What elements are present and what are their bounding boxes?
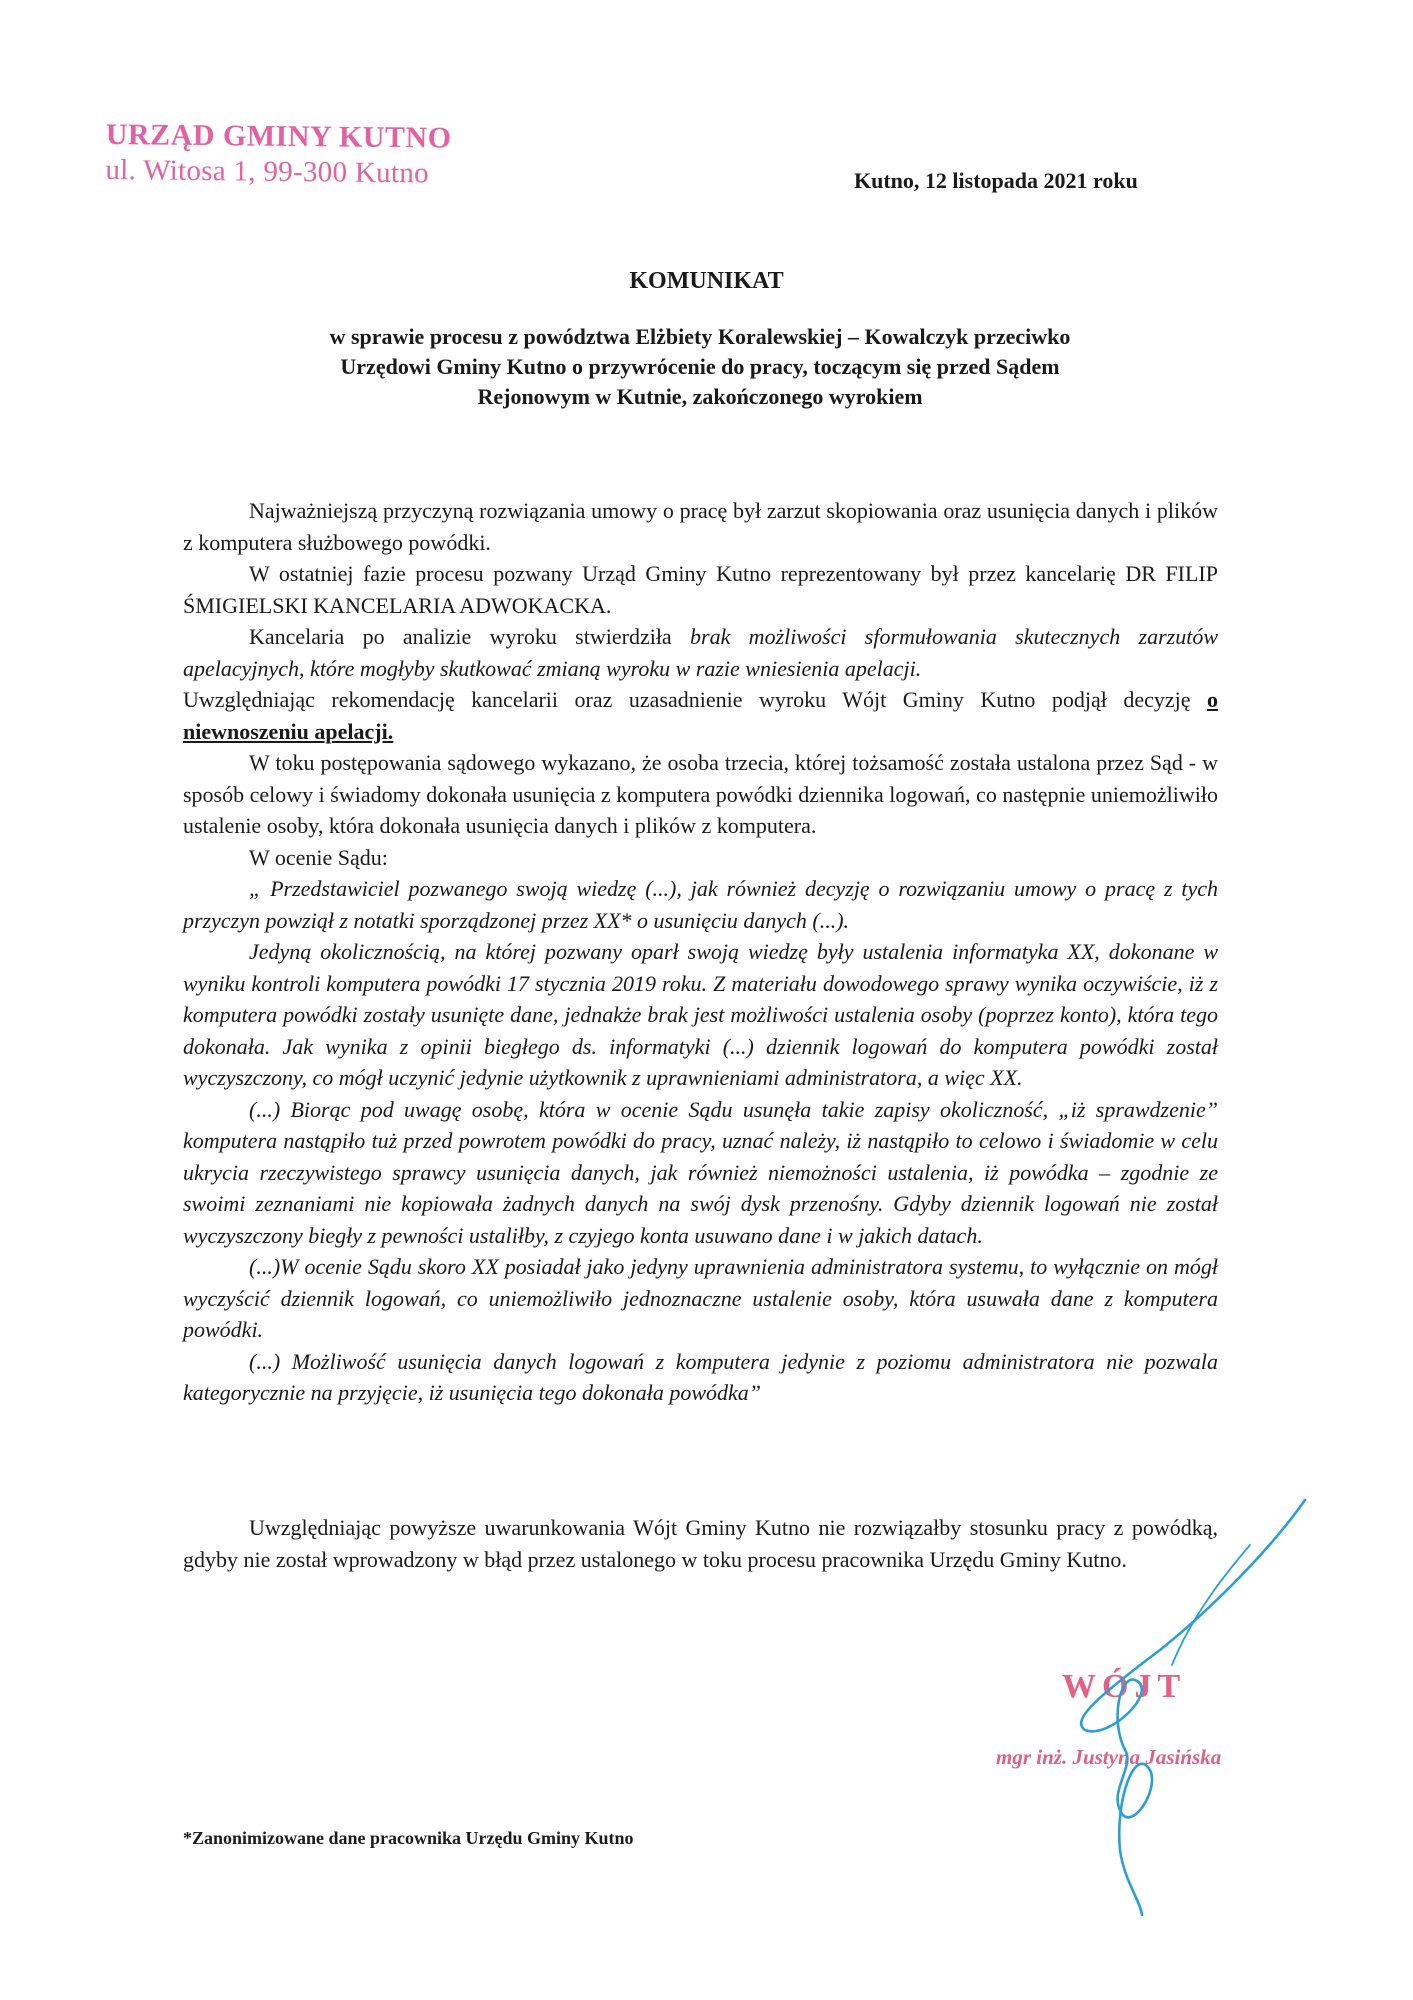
court-quote [183, 1346, 1218, 1409]
decision-emphasis: o niewnoszeniu apelacji. [183, 687, 1218, 744]
stamp-office-name: URZĄD GMINY KUTNO [105, 118, 452, 155]
document-title: KOMUNIKAT [629, 268, 784, 294]
subject-line: Rejonowym w Kutnie, zakończonego wyrokiem [477, 384, 923, 409]
paragraph: Najważniejszą przyczyną rozwiązania umowy o pracę był zarzut skopiowania oraz usunięcia danych i plików z komputera służbowego powódki. [183, 498, 1218, 555]
paragraph [183, 621, 1218, 684]
document-subject [200, 322, 1200, 412]
court-quote [183, 936, 1218, 1094]
document-date: Kutno, 12 listopada 2021 roku [854, 168, 1138, 193]
court-quote [183, 1094, 1218, 1252]
subject-line: Urzędowi Gminy Kutno o przywrócenie do pracy, toczącym się przed Sądem [340, 354, 1060, 379]
signature-stamp-title: WÓJT [1062, 1668, 1187, 1705]
paragraph-text: Kancelaria po analizie wyroku stwierdziła [249, 624, 691, 649]
paragraph-text: Uwzględniając rekomendację kancelarii oraz uzasadnienie wyroku Wójt Gminy Kutno podjął decyzję [183, 687, 1207, 712]
subject-line: w sprawie procesu z powództwa Elżbiety Koralewskiej – Kowalczyk przeciwko [329, 324, 1071, 349]
paragraph: W ocenie Sądu: [249, 844, 388, 870]
footnote: *Zanonimizowane dane pracownika Urzędu Gminy Kutno [183, 1828, 634, 1848]
quote-text: (...)W ocenie Sądu skoro XX posiadał jako jedyny uprawnienia administratora systemu, to wyłącznie on mógł wyczyścić dziennik logowań, co uniemożliwiło jednoznaczne ustalenie osoby, która usuwała dane z komputera powódki. [183, 1254, 1218, 1342]
court-quote [183, 1251, 1218, 1346]
quote-text: (...) Możliwość usunięcia danych logowań z komputera jedynie z poziomu administratora nie pozwala kategorycznie na przyjęcie, iż usunięcia tego dokonała powódka” [183, 1348, 1218, 1405]
paragraph: Uwzględniając powyższe uwarunkowania Wójt Gminy Kutno nie rozwiązałby stosunku pracy z powódką, gdyby nie został wprowadzony w błąd przez ustalonego w toku procesu pracownika Urzędu Gminy Kutno. [183, 1515, 1218, 1572]
quote-text: „ Przedstawiciel pozwanego swoją wiedzę (...), jak również decyzję o rozwiązaniu umowy o pracę z tych przyczyn powziął z notatki sporządzonej przez XX* o usunięciu danych (...). [183, 876, 1218, 933]
paragraph: W toku postępowania sądowego wykazano, że osoba trzecia, której tożsamość została ustalona przez Sąd - w sposób celowy i świadomy dokonała usunięcia z komputera powódki dziennika logowań, co następnie uniemożliwiło ustalenie osoby, która dokonała usunięcia danych i plików z komputera. [183, 750, 1218, 838]
stamp-address: ul. Witosa 1, 99-300 Kutno [105, 153, 430, 190]
paragraph [183, 684, 1218, 747]
paragraph-italic-text: brak możliwości sformułowania skutecznych zarzutów apelacyjnych, które mogłyby skutkować zmianą wyroku w razie wniesienia apelacji. [183, 624, 1218, 681]
document-body [183, 495, 1218, 1409]
quote-text: (...) Biorąc pod uwagę osobę, która w ocenie Sądu usunęła takie zapisy okoliczność, „iż sprawdzenie” komputera nastąpiło tuż przed powrotem powódki do pracy, uznać należy, iż nastąpiło to celowo i świadomie w celu ukrycia rzeczywistego sprawcy usunięcia danych, jak również niemożności ustalenia, iż powódka – zgodnie ze swoimi zeznaniami nie kopiowała żadnych danych na swój dysk przenośny. Gdyby dziennik logowań nie został wyczyszczony biegły z pewności ustaliłby, z czyjego konta usuwano dane i w jakich datach. [183, 1096, 1218, 1248]
office-stamp [105, 118, 451, 192]
quote-text: Jedyną okolicznością, na której pozwany oparł swoją wiedzę były ustalenia informatyka XX, dokonane w wyniku kontroli komputera powódki 17 stycznia 2019 roku. Z materiału dowodowego sprawy wynika oczywiście, iż z komputera powódki zostały usunięte dane, jednakże brak jest możliwości ustalenia osoby (poprzez konto), która tego dokonała. Jak wynika z opinii biegłego ds. informatyki (...) dziennik logowań do komputera powódki został wyczyszczony, co mógł uczynić jedynie użytkownik z uprawnieniami administratora, a więc XX. [183, 939, 1218, 1090]
court-quote [183, 873, 1218, 936]
paragraph: W ostatniej fazie procesu pozwany Urząd Gminy Kutno reprezentowany był przez kancelarię DR FILIP ŚMIGIELSKI KANCELARIA ADWOKACKA. [183, 561, 1218, 618]
signature-stamp-name: mgr inż. Justyna Jasińska [996, 1745, 1222, 1769]
closing-statement [183, 1512, 1218, 1575]
